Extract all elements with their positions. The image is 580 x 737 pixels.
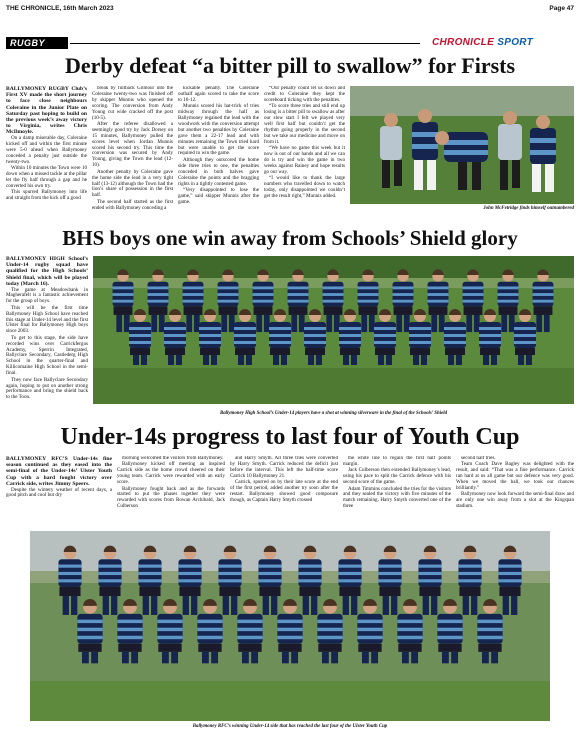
story2-paragraph: They now face Ballyclare Secondary again, hoping to put on another strong performance and bring the shield back to the Toon. [6, 376, 88, 401]
story1-column-1 [6, 86, 87, 226]
story1-column-3 [178, 86, 259, 226]
story1-paragraph: After the referee disallowed a seemingly good try by Jack Dorsey on 15 minutes, Ballymoney pulled the scores level when Jordan Munnis scored his second try. This time the conversion was secured by Andy Young, giving the Town the lead (12-10). [92, 120, 173, 169]
story3-photo [30, 531, 550, 721]
story2-paragraph: This will be the first time Ballymoney High School have reached this stage at Under-14 level and the first Ulster final for Ballymoney High boys since 2003. [6, 304, 88, 335]
story2-lead-paragraph: BALLYMONEY HIGH School’s Under-14 rugby squad have qualified for the High Schools’ Shield final, which will be played today (March 16). [6, 256, 88, 287]
story3-paragraph: Jack Culberson then extended Ballymoney’s lead, using his pace to split the Carrick defence with his second score of the game. [343, 467, 451, 486]
page-header [6, 3, 574, 13]
story3-column-1 [6, 456, 112, 528]
story3-paragraph: Ballymoney kicked off meeting an inspired Carrick side as the home crowd cheered on their young team. Carrick were rewarded with an early score. [117, 461, 225, 486]
story1-paragraph: On a damp miserable day, Coleraine kicked off and within the first minute were 5-0 ahead when Ballymoney conceded a penalty just outside the twenty-two. [6, 135, 87, 165]
story3-paragraph: and Harry Smyth. All three tries were converted by Harry Smyth. Carrick reduced the deficit just before the interval. This left the half-time score Carrick 10 Ballymoney 21. [230, 456, 338, 479]
story2-column-1 [6, 256, 88, 424]
story1-paragraph: Within 10 minutes the Town were 10 down when a missed tackle at the pillar let the fly half through a gap and he converted his own try. [6, 165, 87, 189]
story1-photo [350, 86, 574, 204]
story3-caption: Ballymoney RFC’s winning Under-14 side that has reached the last four of the Ulster Youth Cup [192, 724, 388, 729]
story2-headline: BHS boys one win away from Schools’ Shield glory [62, 226, 518, 250]
bhs-team-photo [93, 256, 574, 404]
story1-paragraph: Munnis scored his hat-trick of tries midway through the half as Ballymoney regained the lead with the woodwork with the conversion attempt but another two penalties by Coleraine gave them a 22-17 lead and with minutes remaining the Town tried hard but were unable to get the score required to win the game. [178, 103, 259, 157]
story3-lead-paragraph: BALLYMONEY RFC’S Under-14s fine season continued as they eased into the semi-final of the Under-14s’ Ulster Youth Cup with a hard fought victory over Carrick side, writes Jimmy Speers. [6, 456, 112, 487]
story1-paragraph: kickable penalty. The Coleraine outhalf again scored to take the score to 16-12. [178, 86, 259, 103]
story3-paragraph: morning welcomed the visitors from Ballymoney. [122, 456, 224, 461]
story3-paragraph: the white line to regain the first half points margin. [343, 456, 451, 467]
story3-paragraph: second half tries. [461, 456, 496, 461]
story1-paragraph: This spurred Ballymoney into life and straight from the kick off a good [6, 189, 87, 202]
story2-photo [93, 256, 574, 404]
story3-column-3 [230, 456, 338, 528]
story3-headline: Under-14s progress to last four of Youth Cup [60, 424, 520, 450]
story1-headline: Derby defeat “a bitter pill to swallow” for Firsts [64, 53, 516, 78]
story1-paragraph: break by fullback Gilmour into the Coleraine twenty-two was finished off by skipper Munnis who opened the scoring. The conversion from Andy Young cut wide cracked off the post (10-5). [92, 86, 173, 121]
story1-paragraph: “Our penalty count let us down and credit to Coleraine they kept the scoreboard ticking with the penalties. [264, 86, 345, 103]
section-rule [70, 43, 420, 44]
story3-paragraph: Ballymoney now look forward the semi-final draw and are only one win away from a slot at the Kingspan stadium. [456, 491, 574, 510]
story1-paragraph: “I would like to thank the large numbers who travelled down to watch today, only disappointed we couldn’t get the result right,” Munnis added. [264, 175, 345, 199]
story3-paragraph: Team Coach Dave Bagley was delighted with the result, and said: “That was a fine performance. Carrick ran hard at us all game but our defence was very good. When we moved the ball, we took our chances brilliantly.” [456, 461, 574, 492]
story1-caption: John McFetridge finds himself outnumbered [483, 206, 574, 211]
publication-date: THE CHRONICLE, 16th March 2023 [6, 4, 114, 12]
story3-paragraph: Ballymoney fought back and as the forwards started to put the phases together they were rewarded with scores from Rowan Archibald, Jack Culberson [117, 485, 225, 510]
story3-column-2 [117, 456, 225, 528]
story3-paragraph: Carrick, spurred on by their late score at the end of the first period, added another try soon after the restart. Ballymoney showed good composure though, as Captain Harry Smyth crossed [230, 479, 338, 503]
page-number: Page 47 [549, 4, 574, 12]
section-tag: RUGBY [6, 37, 68, 49]
story2-caption: Ballymoney High School’s Under-14 players have a shot at winning silverware in the final of the Schools’ Shield [219, 411, 448, 416]
rugby-tackle-photo [350, 86, 574, 204]
brand-logo [432, 37, 533, 49]
story3-column-4 [343, 456, 451, 528]
story3-paragraph: Adam Timmins concluded the tries for the visitors and they sealed the victory with five minutes of the match remaining. Harry Smyth converted one of the three [343, 485, 451, 510]
story1-lead-paragraph: BALLYMONEY RUGBY Club’s First XV made the short journey to face close neighbours Coleraine in the Junior Plate on Saturday past hoping to build on the previous week’s away victory to Virginia, writes Chris McIlmoyle. [6, 86, 87, 136]
story1-paragraph: Another penalty by Coleraine gave the home side the lead in a very tight half (13-12) although the Town had the lion’s share of possession in the first half. [92, 168, 173, 199]
story2-paragraph: To get to this stage, the side have recorded wins over Carrickfergus Academy, Sperrin Integrated, Ballyclare Secondary, Castlederg High School in the quarter-final and Killicomaine High School in the semi-final. [6, 334, 88, 377]
story1-paragraph: Although they outscored the home side three tries to one, the penalties conceded in both halves gave Coleraine the points and the bragging rights in a tightly contested game. [178, 156, 259, 187]
story1-paragraph: “Very disappointed to lose the game,” said skipper Munnis after the game. [178, 186, 259, 205]
story1-column-2 [92, 86, 173, 226]
story3-column-5 [456, 456, 574, 528]
story3-paragraph: Despite the wintery weather of recent days, a good pitch and cool but dry [6, 486, 112, 499]
story1-column-4 [264, 86, 345, 226]
story1-paragraph: “To score three tries and still end up losing is a bitter pill to swallow as after our slow start I felt we played very well first half but couldn’t get the rhythm going properly in the second but we take our medicine and move on from it. [264, 103, 345, 145]
story1-paragraph: The second half started as the first ended with Ballymoney conceding a [92, 198, 173, 211]
story1-paragraph: “We have no game this week but it now is out of our hands and all we can do is try and win the game in two weeks against Rainey and hope results go our way. [264, 145, 345, 175]
brand-secondary: SPORT [497, 37, 534, 48]
ballymoney-rfc-team-photo [30, 531, 550, 721]
brand-primary: CHRONICLE [432, 37, 495, 48]
story2-paragraph: The game at Meadowbank in Magherafelt is a fantastic achievement for the group of boys. [6, 286, 88, 305]
